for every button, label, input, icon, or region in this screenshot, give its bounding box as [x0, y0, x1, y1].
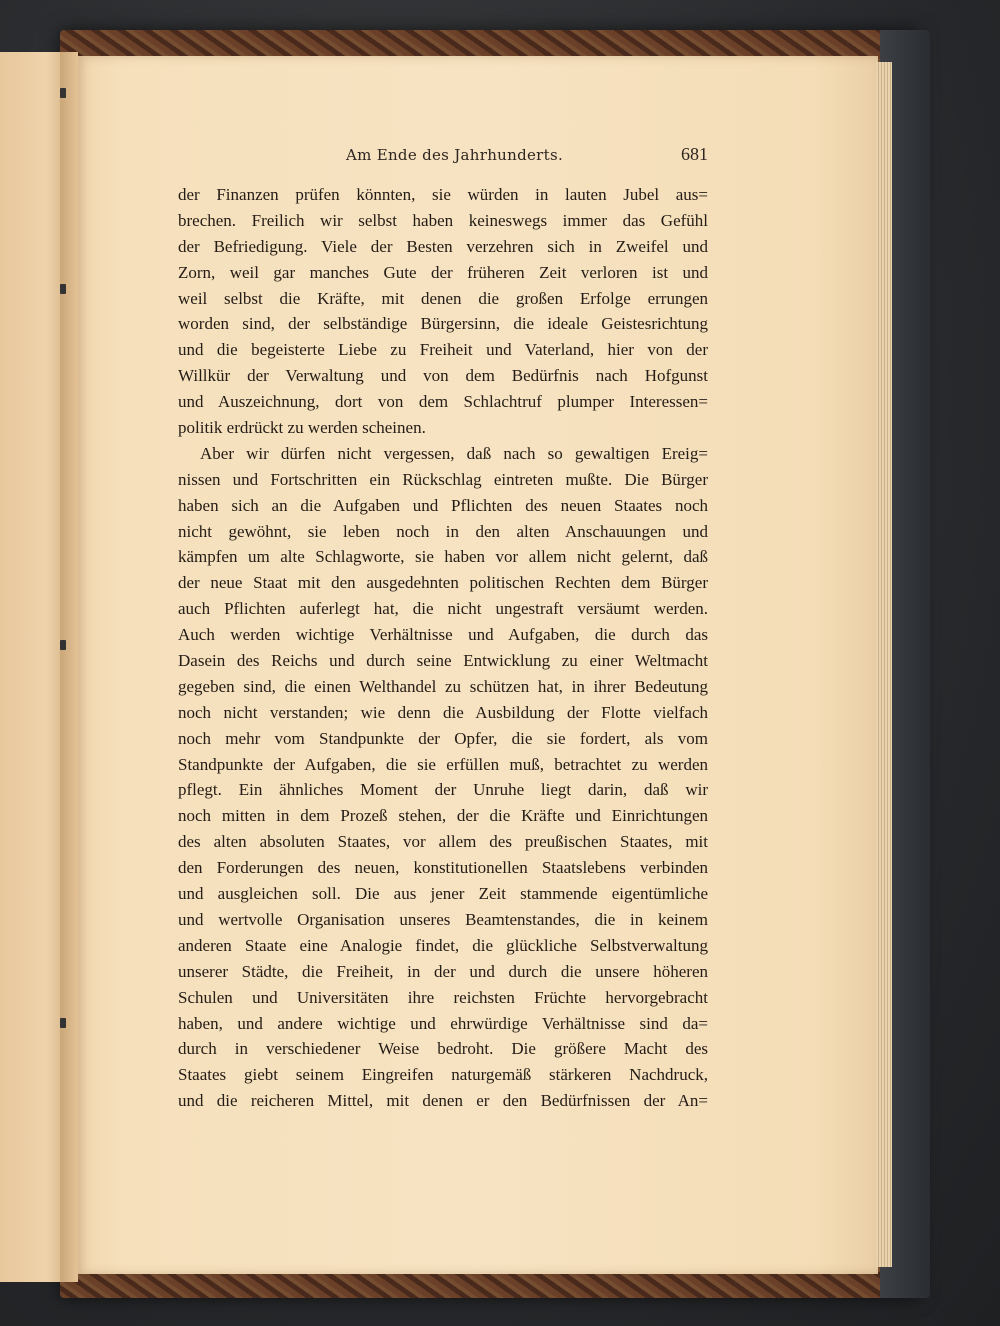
text-line: Standpunkte der Aufgaben, die sie erfüllen muß, betrachtet zu werden	[178, 754, 708, 774]
text-line: Schulen und Universitäten ihre reichsten Früchte hervorgebracht	[178, 987, 708, 1007]
text-line: anderen Staate eine Analogie findet, die glückliche Selbstverwaltung	[178, 935, 708, 955]
gutter	[60, 52, 78, 1282]
text-line: und die begeisterte Liebe zu Freiheit und Vaterland, hier von der	[178, 340, 708, 360]
text-line: weil selbst die Kräfte, mit denen die großen Erfolge errungen	[178, 288, 708, 308]
text-line: pflegt. Ein ähnliches Moment der Unruhe liegt darin, daß wir	[178, 780, 708, 800]
text-line: Zorn, weil gar manches Gute der früheren Zeit verloren ist und	[178, 262, 708, 282]
text-line: auch Pflichten auferlegt hat, die nicht ungestraft versäumt werden.	[178, 599, 708, 619]
running-title: Am Ende des Jahrhunderts.	[346, 146, 564, 164]
text-line: und wertvolle Organisation unseres Beamtenstandes, die in keinem	[178, 909, 708, 929]
text-line: Auch werden wichtige Verhältnisse und Aufgaben, die durch das	[178, 625, 708, 645]
text-line: und Auszeichnung, dort von dem Schlachtruf plumper Interessen=	[178, 392, 708, 412]
text-line: worden sind, der selbständige Bürgersinn, die ideale Geistesrichtung	[178, 314, 708, 334]
binding-stitch	[60, 640, 66, 650]
text-line: Dasein des Reichs und durch seine Entwicklung zu einer Weltmacht	[178, 651, 708, 671]
text-line: der neue Staat mit den ausgedehnten politischen Rechten dem Bürger	[178, 573, 708, 593]
text-line: noch mitten in dem Prozeß stehen, der die Kräfte und Einrichtungen	[178, 806, 708, 826]
left-page	[0, 52, 67, 1282]
text-line: Willkür der Verwaltung und von dem Bedürfnis nach Hofgunst	[178, 366, 708, 386]
text-line: Staates giebt seinem Eingreifen naturgemäß stärkeren Nachdruck,	[178, 1065, 708, 1085]
text-line: den Forderungen des neuen, konstitutionellen Staatslebens verbinden	[178, 858, 708, 878]
text-line: brechen. Freilich wir selbst haben keineswegs immer das Gefühl	[178, 210, 708, 230]
text-line: der Befriedigung. Viele der Besten verzehren sich in Zweifel und	[178, 236, 708, 256]
text-line: noch nicht verstanden; wie denn die Ausbildung der Flotte vielfach	[178, 702, 708, 722]
binding-stitch	[60, 1018, 66, 1028]
binding-stitch	[60, 284, 66, 294]
text-line: unserer Städte, die Freiheit, in der und durch die unsere höheren	[178, 961, 708, 981]
text-line: und die reicheren Mittel, mit denen er den Bedürfnissen der An=	[178, 1091, 708, 1111]
text-line: des alten absoluten Staates, vor allem des preußischen Staates, mit	[178, 832, 708, 852]
text-line: und ausgleichen soll. Die aus jener Zeit stammende eigentümliche	[178, 884, 708, 904]
text-line: Aber wir dürfen nicht vergessen, daß nach so gewaltigen Ereig=	[200, 443, 708, 463]
text-line: der Finanzen prüfen könnten, sie würden in lauten Jubel aus=	[178, 185, 708, 204]
page-number: 681	[681, 144, 708, 164]
text-line: nicht gewöhnt, sie leben noch in den alten Anschauungen und	[178, 521, 708, 541]
text-line: nissen und Fortschritten ein Rückschlag eintreten mußte. Die Bürger	[178, 469, 708, 489]
text-line: haben sich an die Aufgaben und Pflichten des neuen Staates noch	[178, 495, 708, 515]
binding-stitch	[60, 88, 66, 98]
page-edges	[876, 62, 892, 1267]
text-line: durch in verschiedener Weise bedroht. Die größere Macht des	[178, 1039, 708, 1059]
text-line: politik erdrückt zu werden scheinen.	[178, 418, 426, 438]
page-header	[178, 144, 708, 174]
text-line: haben, und andere wichtige und ehrwürdige Verhältnisse sind da=	[178, 1013, 708, 1033]
text-line: noch mehr vom Standpunkte der Opfer, die sie fordert, als vom	[178, 728, 708, 748]
body-text	[178, 182, 708, 1114]
text-line: gegeben sind, die einen Welthandel zu schützen hat, in ihrer Bedeutung	[178, 676, 708, 696]
text-line: kämpfen um alte Schlagworte, sie haben vor allem nicht gelernt, daß	[178, 547, 708, 567]
